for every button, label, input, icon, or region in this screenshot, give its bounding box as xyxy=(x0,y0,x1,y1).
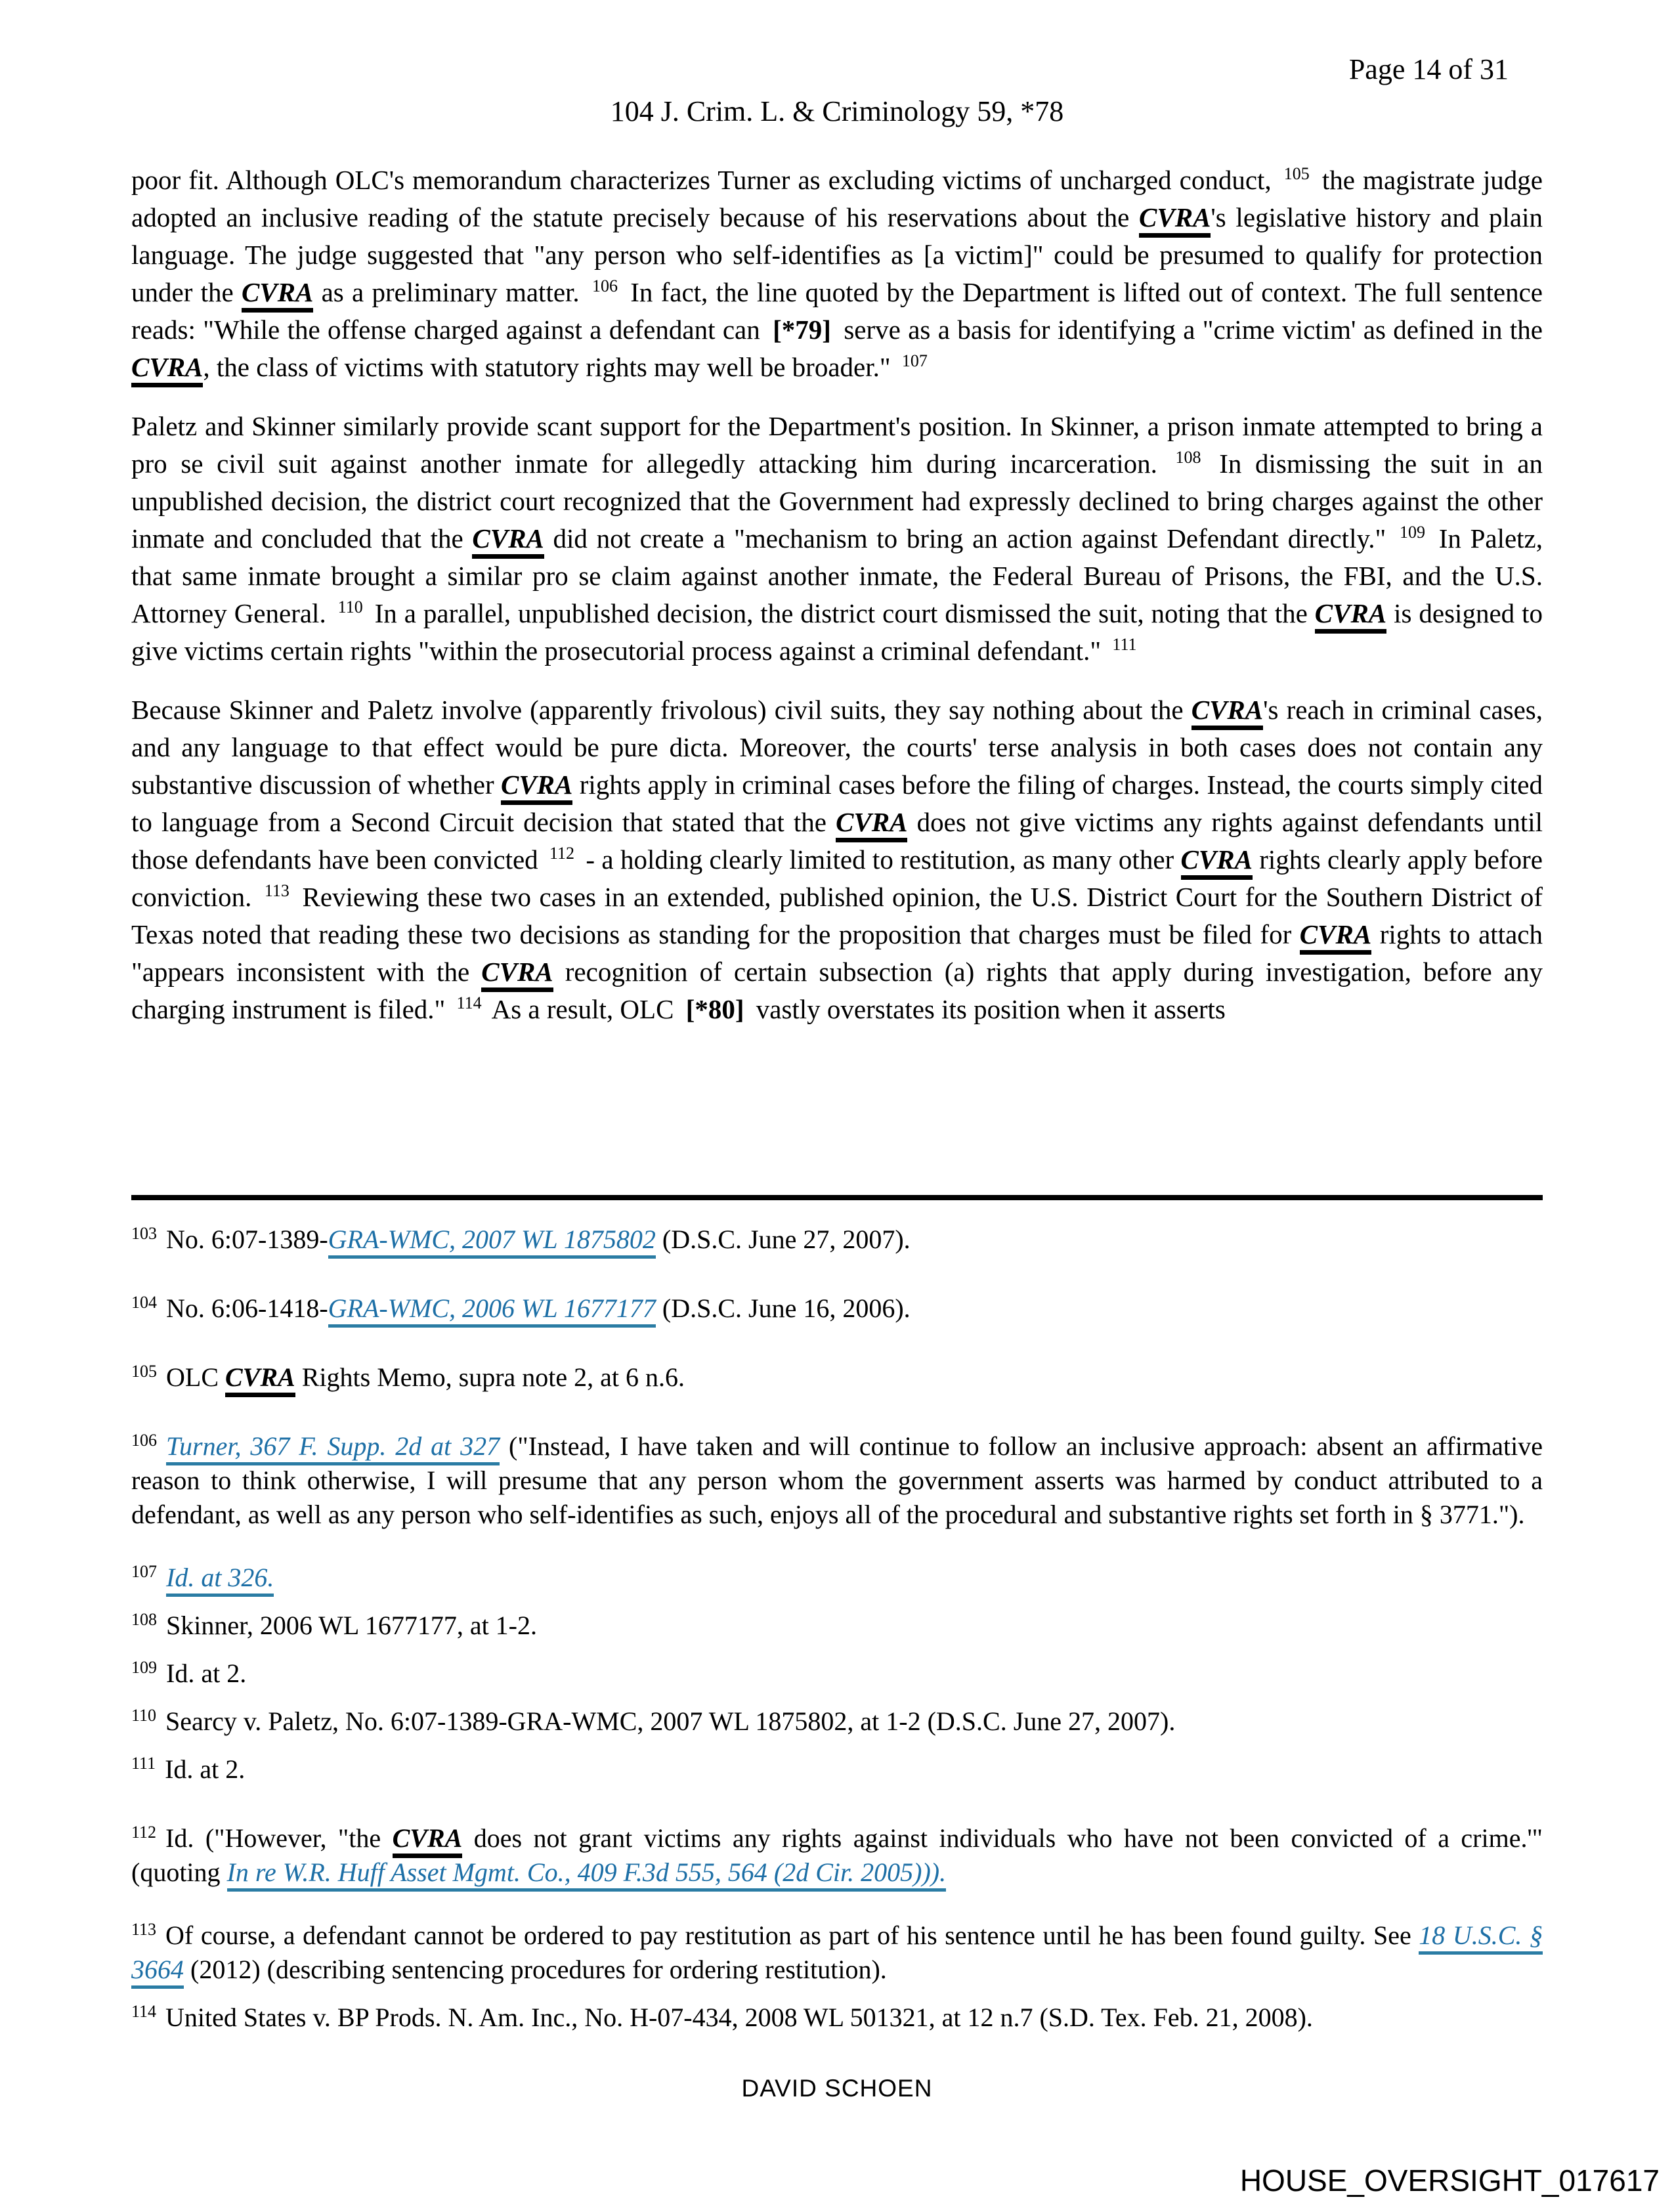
footnote-ref: 108 xyxy=(1175,448,1201,467)
cvra-term: CVRA xyxy=(1300,919,1371,955)
footnote-108 xyxy=(131,1609,1543,1643)
citation-link[interactable]: In re W.R. Huff Asset Mgmt. Co., 409 F.3d 555, 564 (2d Cir. 2005))). xyxy=(227,1857,947,1892)
footnote-number: 114 xyxy=(131,2001,157,2021)
footnote-number: 106 xyxy=(131,1430,157,1450)
footnote-ref: 111 xyxy=(1112,635,1137,655)
text-run: In dismissing the suit in an unpublished decision, the district court recognized that the Government had expressly declined to bring charges against the other inmate and concluded that the xyxy=(131,448,1543,553)
text-run: 's reach in criminal cases, and any language to that effect would be pure dicta. Moreover, the courts' terse analysis in both cases does not contain any substantive discussion of whether xyxy=(131,695,1543,800)
cvra-term: CVRA xyxy=(242,277,313,313)
footnote-107 xyxy=(131,1561,1543,1595)
footnote-number: 109 xyxy=(131,1657,157,1677)
footnote-ref: 113 xyxy=(264,881,290,901)
citation-link[interactable]: 18 U.S.C. § 3664 xyxy=(131,1920,1543,1989)
page-marker: [*80] xyxy=(685,994,744,1024)
cvra-term: CVRA xyxy=(225,1362,295,1397)
text-run: OLC xyxy=(166,1362,225,1392)
journal-citation: 104 J. Crim. L. & Criminology 59, *78 xyxy=(610,95,1064,127)
text-run: 's legislative history and plain language. The judge suggested that "any person who self-identifies as [a victim]" could be presumed to qualify for protection under the xyxy=(131,202,1543,307)
citation-link[interactable]: GRA-WMC, 2007 WL 1875802 xyxy=(328,1225,656,1259)
footnote-ref: 105 xyxy=(1283,164,1310,184)
footnote-number: 111 xyxy=(131,1753,156,1773)
footnote-number: 110 xyxy=(131,1705,157,1725)
footnote-111 xyxy=(131,1752,1543,1787)
text-run: is designed to give victims certain rights "within the prosecutorial process against a criminal defendant." xyxy=(131,598,1543,666)
text-run: (D.S.C. June 27, 2007). xyxy=(655,1225,911,1254)
cvra-term: CVRA xyxy=(481,957,553,992)
footnote-112 xyxy=(131,1821,1543,1890)
body-paragraph xyxy=(131,691,1543,1028)
footnote-separator xyxy=(131,1195,1543,1200)
footnote-number: 108 xyxy=(131,1609,157,1629)
footnote-ref: 112 xyxy=(549,844,575,863)
text-run: (D.S.C. June 16, 2006). xyxy=(655,1293,911,1323)
footnote-113 xyxy=(131,1919,1543,1987)
bates-stamp: HOUSE_OVERSIGHT_017617 xyxy=(1239,2163,1660,2198)
text-run: Id. at 2. xyxy=(165,1754,246,1784)
text-run: vastly overstates its position when it asserts xyxy=(749,994,1226,1024)
page-number: Page 14 of 31 xyxy=(1348,53,1509,85)
footnote-number: 103 xyxy=(131,1223,157,1243)
footnote-104 xyxy=(131,1291,1543,1326)
text-run: Paletz and Skinner similarly provide scant support for the Department's position. In Skinner, a prison inmate attempted to bring a pro se civil suit against another inmate for allegedly attacking him during incarceration. xyxy=(131,411,1543,479)
text-run: , the class of victims with statutory rights may well be broader." xyxy=(203,352,897,382)
footnote-number: 112 xyxy=(131,1822,157,1842)
footnote-number: 107 xyxy=(131,1561,157,1581)
text-run: Because Skinner and Paletz involve (apparently frivolous) civil suits, they say nothing about the xyxy=(131,695,1191,725)
footnote-103 xyxy=(131,1223,1543,1257)
footnote-number: 104 xyxy=(131,1292,157,1312)
citation-link[interactable]: Id. at 326. xyxy=(166,1563,274,1597)
text-run: as a preliminary matter. xyxy=(313,277,588,307)
text-run: rights to attach "appears inconsistent with the xyxy=(131,919,1543,987)
text-run: Skinner, 2006 WL 1677177, at 1-2. xyxy=(166,1611,537,1640)
cvra-term: CVRA xyxy=(1181,844,1253,880)
footnote-ref: 107 xyxy=(901,351,928,371)
text-run: In Paletz, that same inmate brought a similar pro se claim against another inmate, the Federal Bureau of Prisons, the FBI, and the U.S. Attorney General. xyxy=(131,523,1543,628)
text-run: No. 6:07-1389- xyxy=(166,1225,328,1254)
footnote-110 xyxy=(131,1704,1543,1739)
footnote-114 xyxy=(131,2001,1543,2035)
cvra-term: CVRA xyxy=(393,1823,463,1858)
text-run: recognition of certain subsection (a) rights that apply during investigation, before any charging instrument is filed." xyxy=(131,957,1543,1024)
cvra-term: CVRA xyxy=(131,352,203,387)
text-run: does not give victims any rights against defendants until those defendants have been convicted xyxy=(131,807,1543,875)
text-run: Searcy v. Paletz, No. 6:07-1389-GRA-WMC, 2007 WL 1875802, at 1-2 (D.S.C. June 27, 2007). xyxy=(165,1706,1176,1736)
citation-link[interactable]: GRA-WMC, 2006 WL 1677177 xyxy=(328,1293,656,1328)
text-run: Id. ("However, "the xyxy=(165,1823,393,1853)
footnote-109 xyxy=(131,1657,1543,1691)
text-run: In fact, the line quoted by the Department is lifted out of context. The full sentence reads: "While the offense charged against a defendant can xyxy=(131,277,1543,345)
footnote-106 xyxy=(131,1429,1543,1532)
author-name: DAVID SCHOEN xyxy=(741,2075,933,2102)
text-run: serve as a basis for identifying a "crime victim' as defined in the xyxy=(836,314,1543,345)
footnote-ref: 110 xyxy=(337,597,363,617)
text-run: United States v. BP Prods. N. Am. Inc., No. H-07-434, 2008 WL 501321, at 12 n.7 (S.D. Tex. Feb. 21, 2008). xyxy=(165,2003,1313,2032)
document-body xyxy=(131,162,1543,1050)
text-run: In a parallel, unpublished decision, the district court dismissed the suit, noting that the xyxy=(367,598,1315,628)
text-run: Reviewing these two cases in an extended, published opinion, the U.S. District Court for the Southern District of Texas noted that reading these two decisions as standing for the proposition that charges must be filed for xyxy=(131,882,1543,949)
cvra-term: CVRA xyxy=(836,807,907,842)
text-run: ("Instead, I have taken and will continue to follow an inclusive approach: absent an affirmative reason to think otherwise, I will presume that any person whom the government asserts was harmed by conduct attributed to a defendant, as well as any person who self-identifies as such, enjoys all of the procedural and substantive rights set forth in § 3771."). xyxy=(131,1431,1543,1529)
text-run: did not create a "mechanism to bring an action against Defendant directly." xyxy=(544,523,1395,553)
citation-link[interactable]: Turner, 367 F. Supp. 2d at 327 xyxy=(166,1431,500,1465)
text-run: rights apply in criminal cases before the filing of charges. Instead, the courts simply cited to language from a Second Circuit decision that stated that the xyxy=(131,770,1543,837)
text-run: (2012) (describing sentencing procedures for ordering restitution). xyxy=(184,1955,887,1984)
body-paragraph xyxy=(131,162,1543,386)
cvra-term: CVRA xyxy=(501,770,572,805)
cvra-term: CVRA xyxy=(1315,598,1386,634)
footnote-number: 113 xyxy=(131,1919,157,1939)
text-run: As a result, OLC xyxy=(486,994,681,1024)
cvra-term: CVRA xyxy=(1191,695,1263,730)
text-run: No. 6:06-1418- xyxy=(166,1293,328,1323)
page-marker: [*79] xyxy=(773,314,831,345)
body-paragraph xyxy=(131,408,1543,670)
text-run: poor fit. Although OLC's memorandum characterizes Turner as excluding victims of uncharged conduct, xyxy=(131,165,1279,195)
footnote-105 xyxy=(131,1360,1543,1395)
text-run: rights clearly apply before conviction. xyxy=(131,844,1543,912)
footnotes-section xyxy=(131,1223,1543,2035)
cvra-term: CVRA xyxy=(1139,202,1211,238)
text-run: Of course, a defendant cannot be ordered to pay restitution as part of his sentence until he has been found guilty. See xyxy=(165,1920,1419,1950)
footnote-ref: 106 xyxy=(591,276,618,296)
text-run: does not grant victims any rights against individuals who have not been convicted of a crime.'" (quoting xyxy=(131,1823,1543,1887)
footnote-number: 105 xyxy=(131,1361,157,1381)
text-run: the magistrate judge adopted an inclusive reading of the statute precisely because of his reservations about the xyxy=(131,165,1543,232)
footnote-ref: 109 xyxy=(1400,523,1425,542)
text-run: Id. at 2. xyxy=(166,1659,247,1688)
footnote-ref: 114 xyxy=(456,993,482,1013)
text-run: - a holding clearly limited to restitution, as many other xyxy=(579,844,1181,875)
text-run: Rights Memo, supra note 2, at 6 n.6. xyxy=(295,1362,685,1392)
cvra-term: CVRA xyxy=(472,523,544,559)
